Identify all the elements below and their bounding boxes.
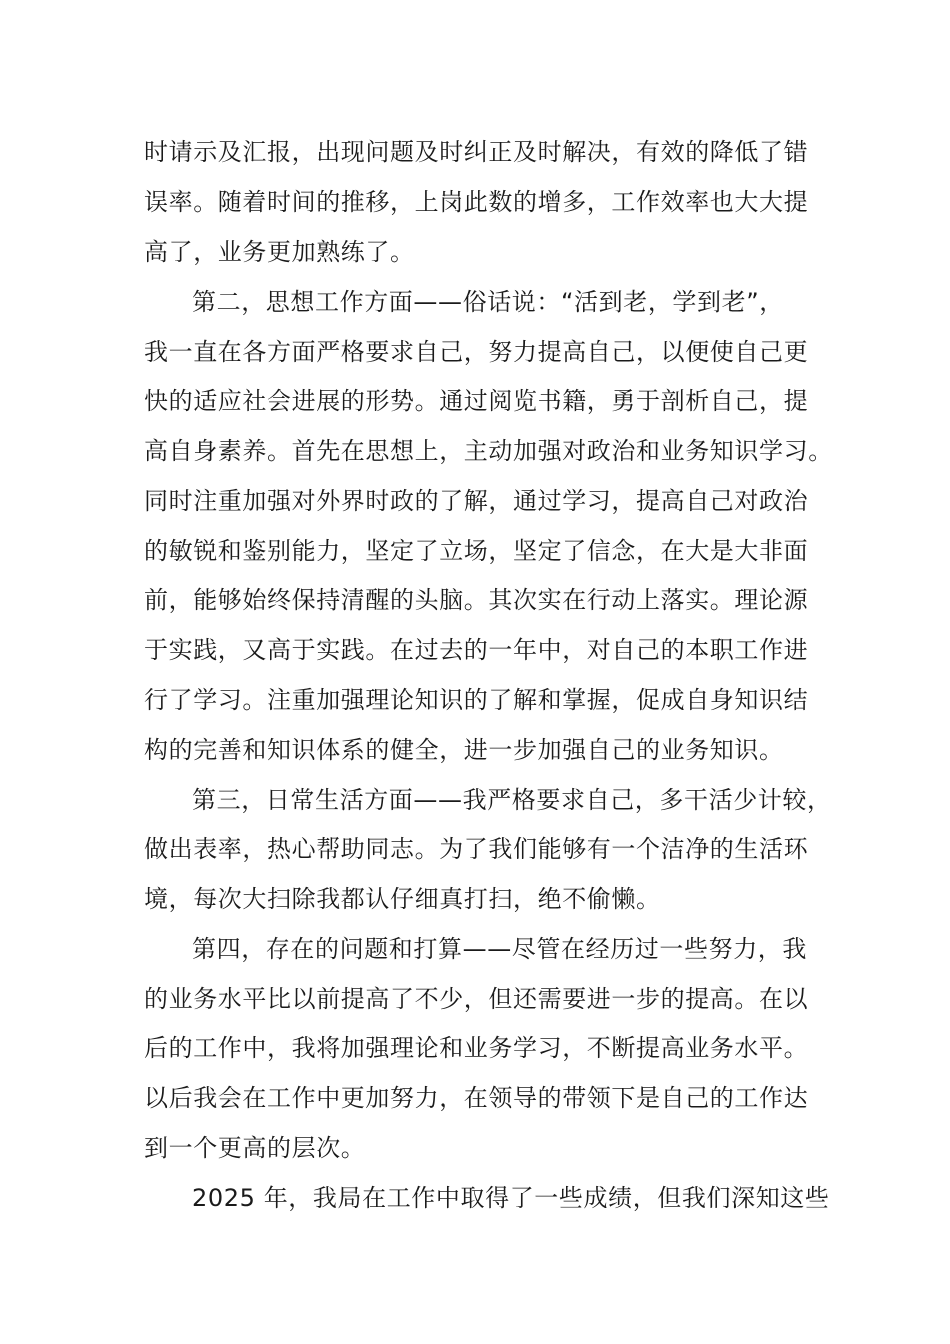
text-line-2: 误率。随着时间的推移，上岗此数的增多，工作效率也大大提: [144, 188, 809, 216]
text-line-20: 以后我会在工作中更加努力，在领导的带领下是自己的工作达: [144, 1084, 809, 1112]
text-line-9: 的敏锐和鉴别能力，坚定了立场，坚定了信念，在大是大非面: [144, 537, 809, 565]
text-line-11: 于实践，又高于实践。在过去的一年中，对自己的本职工作进: [144, 636, 809, 664]
text-line-12: 行了学习。注重加强理论知识的了解和掌握，促成自身知识结: [144, 686, 809, 714]
text-line-7: 高自身素养。首先在思想上，主动加强对政治和业务知识学习。: [144, 437, 833, 465]
paragraph-3-first-line: 第三，日常生活方面——我严格要求自己，多干活少计较，: [192, 786, 832, 814]
text-line-3: 高了，业务更加熟练了。: [144, 238, 415, 266]
paragraph-4-first-line: 第四，存在的问题和打算——尽管在经历过一些努力，我: [192, 935, 807, 963]
text-line-15: 做出表率，热心帮助同志。为了我们能够有一个洁净的生活环: [144, 835, 809, 863]
text-line-19: 后的工作中，我将加强理论和业务学习，不断提高业务水平。: [144, 1034, 809, 1062]
text-line-5: 我一直在各方面严格要求自己，努力提高自己，以便使自己更: [144, 338, 809, 366]
text-line-10: 前，能够始终保持清醒的头脑。其次实在行动上落实。理论源: [144, 586, 809, 614]
text-line-8: 同时注重加强对外界时政的了解，通过学习，提高自己对政治: [144, 487, 809, 515]
text-line-6: 快的适应社会进展的形势。通过阅览书籍，勇于剖析自己，提: [144, 387, 809, 415]
text-line-18: 的业务水平比以前提高了不少，但还需要进一步的提高。在以: [144, 985, 809, 1013]
text-line-13: 构的完善和知识体系的健全，进一步加强自己的业务知识。: [144, 736, 784, 764]
paragraph-5-first-line: 2025 年，我局在工作中取得了一些成绩，但我们深知这些: [192, 1184, 830, 1212]
text-line-1: 时请示及汇报，出现问题及时纠正及时解决，有效的降低了错: [144, 138, 809, 166]
text-line-16: 境，每次大扫除我都认仔细真打扫，绝不偷懒。: [144, 885, 661, 913]
paragraph-2-first-line: 第二，思想工作方面——俗话说：“活到老，学到老”，: [192, 288, 784, 316]
text-line-21: 到一个更高的层次。: [144, 1134, 366, 1162]
